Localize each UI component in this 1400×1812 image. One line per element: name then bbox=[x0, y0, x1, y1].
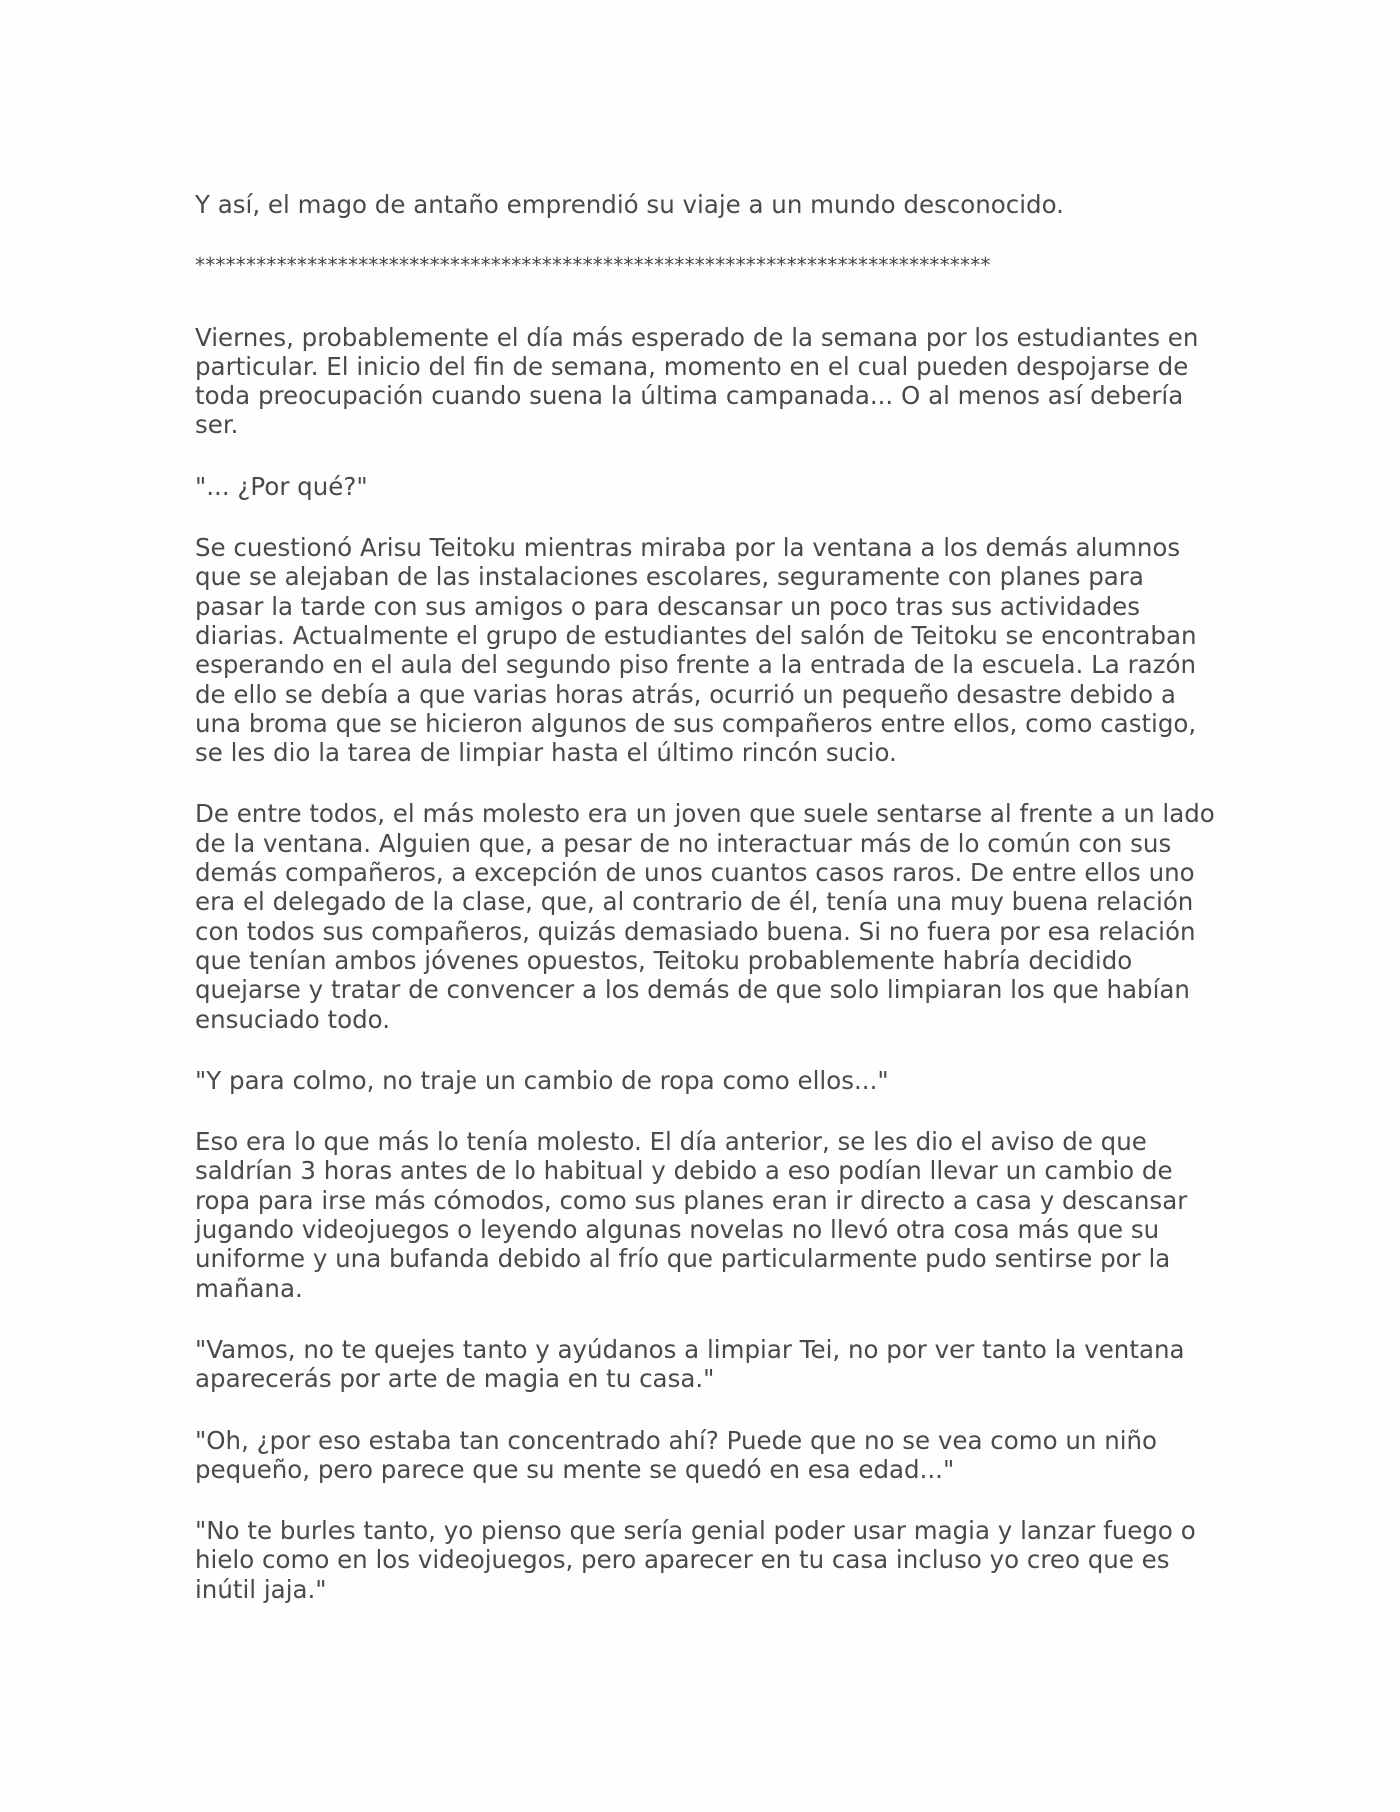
section-separator: ****************************************************************************** bbox=[195, 253, 991, 278]
paragraph-intro: Y así, el mago de antaño emprendió su viaje a un mundo desconocido. bbox=[195, 190, 1064, 219]
paragraph: De entre todos, el más molesto era un joven que suele sentarse al frente a un lado de la ventana. Alguien que, a pesar de no interactuar más de lo común con sus demás compañeros, a excepción de unos cuantos casos raros. De entre ellos uno era el delegado de la clase, que, al contrario de él, tenía una muy buena relación con todos sus compañeros, quizás demasiado buena. Si no fuera por esa relación que tenían ambos jóvenes opuestos, Teitoku probablemente habría decidido quejarse y tratar de convencer a los demás de que solo limpiaran los que habían ensuciado todo. bbox=[195, 799, 1215, 1034]
dialogue-line: "No te burles tanto, yo pienso que sería genial poder usar magia y lanzar fuego o hielo como en los videojuegos, pero aparecer en tu casa incluso yo creo que es inútil jaja." bbox=[195, 1516, 1196, 1604]
document-body bbox=[195, 190, 1215, 1636]
dialogue-line: "Vamos, no te quejes tanto y ayúdanos a limpiar Tei, no por ver tanto la ventana aparecerás por arte de magia en tu casa." bbox=[195, 1334, 1185, 1394]
paragraph: Viernes, probablemente el día más esperado de la semana por los estudiantes en particular. El inicio del fin de semana, momento en el cual pueden despojarse de toda preocupación cuando suena la última campanada... O al menos así debería ser. bbox=[195, 322, 1199, 440]
paragraph: Eso era lo que más lo tenía molesto. El día anterior, se les dio el aviso de que saldrían 3 horas antes de lo habitual y debido a eso podían llevar un cambio de ropa para irse más cómodos, como sus planes eran ir directo a casa y descansar jugando videojuegos o leyendo algunas novelas no llevó otra cosa más que su uniforme y una bufanda debido al frío que particularmente pudo sentirse por la mañana. bbox=[195, 1127, 1188, 1303]
dialogue-line: "Oh, ¿por eso estaba tan concentrado ahí? Puede que no se vea como un niño pequeño, pero parece que su mente se quedó en esa edad..." bbox=[195, 1425, 1158, 1484]
dialogue-line: "Y para colmo, no traje un cambio de ropa como ellos..." bbox=[195, 1065, 889, 1095]
paragraph: Se cuestionó Arisu Teitoku mientras miraba por la ventana a los demás alumnos que se alejaban de las instalaciones escolares, seguramente con planes para pasar la tarde con sus amigos o para descansar un poco tras sus actividades diarias. Actualmente el grupo de estudiantes del salón de Teitoku se encontraban esperando en el aula del segundo piso frente a la entrada de la escuela. La razón de ello se debía a que varias horas atrás, ocurrió un pequeño desastre debido a una broma que se hicieron algunos de sus compañeros entre ellos, como castigo, se les dio la tarea de limpiar hasta el último rincón sucio. bbox=[195, 533, 1197, 768]
dialogue-line: "... ¿Por qué?" bbox=[195, 471, 368, 501]
